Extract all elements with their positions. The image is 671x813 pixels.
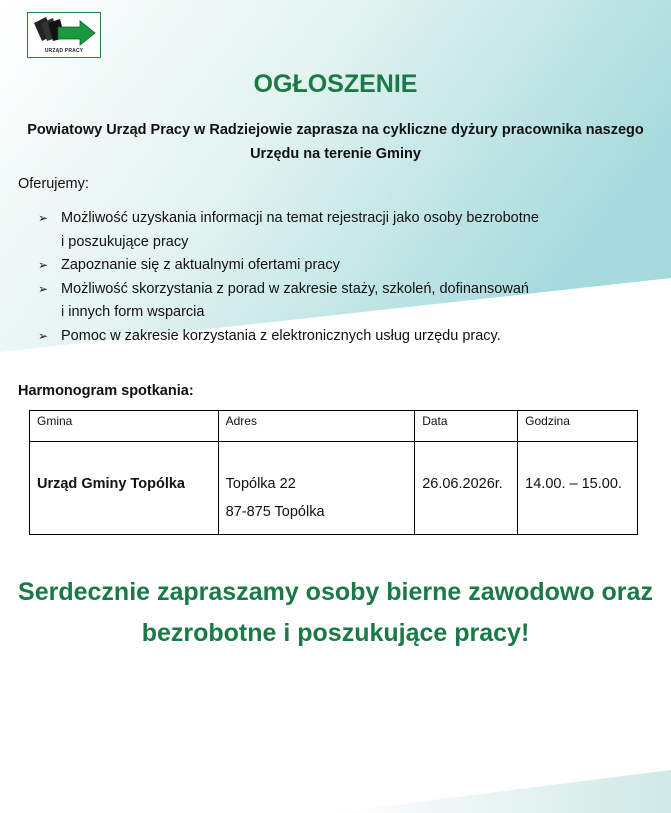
offer-item <box>38 325 598 349</box>
offer-item-line2: i innych form wsparcia <box>61 304 205 320</box>
offer-item-line1: Zapoznanie się z aktualnymi ofertami pracy <box>61 257 340 273</box>
address-line2: 87-875 Topólka <box>225 504 325 520</box>
urzad-pracy-logo <box>27 12 101 58</box>
cell-godzina: 14.00. – 15.00. <box>518 442 638 535</box>
arrow-bullet-icon: ➢ <box>38 281 49 296</box>
offer-item <box>38 254 598 278</box>
cell-data: 26.06.2026r. <box>415 442 518 535</box>
schedule-table <box>29 410 638 535</box>
table-header-row <box>30 411 638 442</box>
table-row <box>30 442 638 535</box>
cell-gmina <box>30 442 219 535</box>
header-gmina: Gmina <box>30 411 219 442</box>
arrow-bullet-icon: ➢ <box>38 211 49 225</box>
header-godzina: Godzina <box>518 411 638 442</box>
schedule-label: Harmonogram spotkania: <box>18 383 194 399</box>
intro-text: Powiatowy Urząd Pracy w Radziejowie zaprasza na cykliczne dyżury pracownika naszego Urzędu na terenie Gminy <box>27 122 644 162</box>
closing-message <box>0 572 671 654</box>
arrow-bullet-icon: ➢ <box>38 258 49 272</box>
offer-label: Oferujemy: <box>18 176 89 192</box>
offer-list <box>38 207 598 348</box>
offer-item <box>38 278 598 325</box>
cell-adres <box>218 442 415 535</box>
header-adres: Adres <box>218 411 415 442</box>
header-data: Data <box>415 411 518 442</box>
arrow-bullet-icon: ➢ <box>38 328 49 343</box>
offer-item-line1: Możliwość skorzystania z porad w zakresie staży, szkoleń, dofinansowań <box>61 280 529 297</box>
offer-item <box>38 207 598 254</box>
offer-item-line1: Pomoc w zakresie korzystania z elektronicznych usług urzędu pracy. <box>61 327 501 344</box>
logo-text: URZĄD PRACY <box>44 48 84 54</box>
closing-line1: Serdecznie zapraszamy osoby bierne zawodowo oraz <box>18 578 653 606</box>
offer-item-line1: Możliwość uzyskania informacji na temat rejestracji jako osoby bezrobotne <box>61 210 539 226</box>
address-line1: Topólka 22 <box>225 476 296 492</box>
offer-item-line2: i poszukujące pracy <box>61 233 189 250</box>
page-title: OGŁOSZENIE <box>253 70 418 98</box>
closing-line2: bezrobotne i poszukujące pracy! <box>141 619 530 647</box>
gmina-name: Urząd Gminy Topólka <box>37 476 185 492</box>
